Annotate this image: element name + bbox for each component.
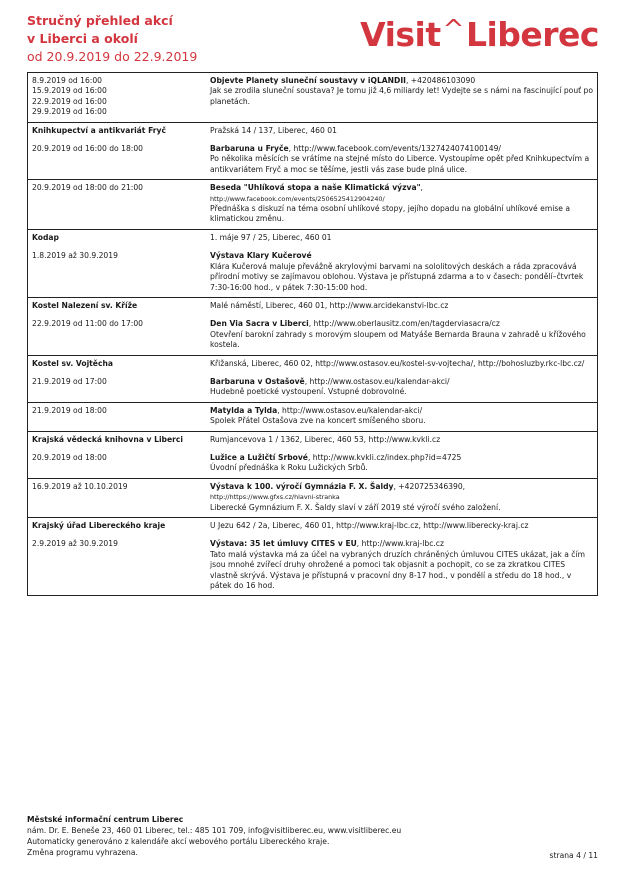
venue-name: Kodap <box>32 232 59 242</box>
event-description: Přednáška s diskuzí na téma osobní uhlíkové stopy, jejího dopadu na globální uhlíkové emise a klimatickou změnu. <box>210 204 571 224</box>
event-url: http://www.facebook.com/events/2506525412904240/ <box>210 194 385 203</box>
table-row <box>28 297 598 355</box>
event-dates-col <box>32 183 210 225</box>
venue-block <box>32 233 593 243</box>
event-info-col <box>210 453 593 474</box>
header-title-line1: Stručný přehled akcí <box>27 13 173 28</box>
venue-name: Kostel sv. Vojtěcha <box>32 358 113 368</box>
event-dates-col <box>32 144 210 175</box>
venue-address: Křižanská, Liberec, 460 02, http://www.ostasov.eu/kostel-sv-vojtecha/, http://bohosluzby.rkc-lbc.cz/ <box>210 358 585 368</box>
table-cell <box>28 122 598 180</box>
event-date: 1.8.2019 až 30.9.2019 <box>32 251 118 261</box>
event-date: 22.9.2019 od 11:00 do 17:00 <box>32 319 144 329</box>
table-row <box>28 518 598 596</box>
event-description: Úvodní přednáška k Roku Lužických Srbů. <box>210 463 368 473</box>
event-dates-col <box>32 251 210 293</box>
event-dates-col <box>32 539 210 591</box>
event-info-col <box>210 319 593 350</box>
event-title: Beseda "Uhlíková stopa a naše Klimatická výzva" <box>210 183 421 193</box>
event-title: Výstava Klary Kučerové <box>210 251 312 261</box>
header-title-line2: v Liberci a okolí <box>27 31 138 46</box>
footer-note-changes: Změna programu vyhrazena. <box>27 848 138 857</box>
venue-block <box>32 521 593 531</box>
table-cell <box>28 518 598 596</box>
venue-address: U Jezu 642 / 2a, Liberec, 460 01, http://www.kraj-lbc.cz, http://www.liberecky-kraj.cz <box>210 521 529 530</box>
event-title-line <box>210 377 593 387</box>
venue-name-col <box>32 126 210 136</box>
event-block <box>32 377 593 398</box>
event-info-col <box>210 539 593 591</box>
event-date: 21.9.2019 od 18:00 <box>32 405 107 415</box>
venue-address-col <box>210 359 593 369</box>
event-info-col <box>210 482 593 513</box>
event-title: Výstava: 35 let úmluvy CITES v EU <box>210 539 357 549</box>
table-row <box>28 431 598 478</box>
logo-caret-icon: ^ <box>442 15 464 45</box>
table-row <box>28 73 598 123</box>
footer-note-generated: Automaticky generováno z kalendáře akcí webového portálu Libereckého kraje. <box>27 837 330 846</box>
event-title-rest: , http://www.ostasov.eu/kalendar-akci/ <box>277 405 423 415</box>
event-description: Po několika měsících se vrátíme na stejné místo do Liberce. Vystoupíme opět před Knihkupectvím a antikvariátem Fryč a moc se těšíme, jestli vás zase bude plná ulice. <box>210 154 590 174</box>
event-block <box>32 183 593 225</box>
event-title-line <box>210 76 593 86</box>
header-date-range: od 20.9.2019 do 22.9.2019 <box>27 49 198 64</box>
table-cell <box>28 229 598 297</box>
table-row <box>28 180 598 230</box>
event-block <box>32 406 593 427</box>
venue-address-col <box>210 435 593 445</box>
table-row <box>28 478 598 517</box>
page-footer <box>27 814 401 858</box>
event-info-col <box>210 144 593 175</box>
event-date: 2.9.2019 až 30.9.2019 <box>32 539 118 549</box>
event-title: Barbaruna u Fryče <box>210 144 289 154</box>
event-title-rest: , http://www.facebook.com/events/1327424074100149/ <box>288 144 501 154</box>
event-description: Liberecké Gymnázium F. X. Šaldy slaví v září 2019 sté výročí svého založení. <box>210 502 501 512</box>
event-title: Den Via Sacra v Liberci <box>210 319 309 329</box>
page-number: strana 4 / 11 <box>549 851 598 860</box>
event-title: Barbaruna v Ostašově <box>210 376 305 386</box>
event-dates-col <box>32 319 210 350</box>
document-header <box>27 12 197 66</box>
event-block <box>32 76 593 118</box>
event-dates-col <box>32 482 210 513</box>
event-url: http://https://www.gfxs.cz/hlavni-stranka <box>210 493 340 502</box>
event-block <box>32 482 593 513</box>
venue-address-col <box>210 521 593 531</box>
table-row <box>28 122 598 180</box>
venue-name-col <box>32 359 210 369</box>
event-info-col <box>210 406 593 427</box>
footer-org: Městské informační centrum Liberec <box>27 815 184 824</box>
event-title-line <box>210 539 593 549</box>
venue-block <box>32 435 593 445</box>
event-title-line <box>210 453 593 463</box>
event-title-rest: , +420486103090 <box>405 76 476 85</box>
table-cell <box>28 180 598 230</box>
event-title-line <box>210 251 593 261</box>
event-date: 21.9.2019 od 17:00 <box>32 376 107 386</box>
event-title-rest: , http://www.kvkli.cz/index.php?id=4725 <box>307 452 462 462</box>
venue-address-col <box>210 301 593 311</box>
venue-address-col <box>210 126 593 136</box>
venue-name-col <box>32 301 210 311</box>
venue-block <box>32 301 593 311</box>
event-title-rest: , http://www.kraj-lbc.cz <box>356 539 444 549</box>
event-dates-col <box>32 406 210 427</box>
event-description: Hudebně poetické vystoupení. Vstupné dobrovolné. <box>210 387 407 397</box>
event-dates-col <box>32 377 210 398</box>
table-cell <box>28 73 598 123</box>
event-dates-col <box>32 453 210 474</box>
events-table <box>27 72 598 596</box>
event-title-rest: , <box>420 183 423 193</box>
event-block <box>32 453 593 474</box>
event-title-rest: , http://www.oberlausitz.com/en/tagderviasacra/cz <box>308 319 500 329</box>
event-date: 15.9.2019 od 16:00 <box>32 86 107 96</box>
event-title-line <box>210 319 593 329</box>
event-date: 20.9.2019 od 18:00 <box>32 452 107 462</box>
venue-name: Kostel Nalezení sv. Kříže <box>32 300 138 310</box>
table-row <box>28 402 598 431</box>
event-info-col <box>210 183 593 225</box>
table-cell <box>28 478 598 517</box>
venue-name: Krajský úřad Libereckého kraje <box>32 521 166 530</box>
venue-block <box>32 126 593 136</box>
event-block <box>32 539 593 591</box>
event-description: Tato malá výstavka má za účel na vybraných druzích chráněných úmluvou CITES ukázat, jak a čím jsou mnohé zvířecí druhy ohrožené a pomoci tak objasnit a pochopit, co se za zkratkou CITES vlastně skrývá. Výstava je přístupná v pracovní dny 8-17 hod., v pondělí a středu do 18 hod., v pátek do 16 hod. <box>210 549 585 591</box>
logo-text-visit: Visit <box>360 15 441 54</box>
event-dates-col <box>32 76 210 118</box>
event-date: 20.9.2019 od 18:00 do 21:00 <box>32 183 144 193</box>
event-title-line <box>210 183 593 193</box>
event-description: Spolek Přátel Ostašova zve na koncert smíšeného sboru. <box>210 416 426 426</box>
event-description: Klára Kučerová maluje převážně akrylovými barvami na sololitových deskách a ráda zpracovává přírodní motivy se zajímavou oblohou. Výstava je přístupná zdarma a to v časech: pondělí–čtvrtek 7:30-16:00 hod., v pátek 7:30-15:00 hod. <box>210 261 584 292</box>
venue-name-col <box>32 435 210 445</box>
event-info-col <box>210 377 593 398</box>
event-description: Jak se zrodila sluneční soustava? Je tomu již 4,6 miliardy let! Vydejte se s námi na fascinující pouť po planetách. <box>210 86 593 106</box>
venue-address: Rumjancevova 1 / 1362, Liberec, 460 53, http://www.kvkli.cz <box>210 434 441 444</box>
visit-liberec-logo <box>360 10 599 55</box>
footer-address: nám. Dr. E. Beneše 23, 460 01 Liberec, tel.: 485 101 709, info@visitliberec.eu, www.visitliberec.eu <box>27 826 402 835</box>
event-description: Otevření barokní zahrady s morovým sloupem od Matyáše Bernarda Brauna v zahradě u křížového kostela. <box>210 329 586 350</box>
table-cell <box>28 297 598 355</box>
event-title-line <box>210 482 593 492</box>
table-cell <box>28 431 598 478</box>
table-cell <box>28 355 598 402</box>
event-info-col <box>210 76 593 118</box>
event-block <box>32 319 593 350</box>
event-date: 29.9.2019 od 16:00 <box>32 107 107 117</box>
venue-address: 1. máje 97 / 25, Liberec, 460 01 <box>210 232 332 242</box>
venue-address-col <box>210 233 593 243</box>
venue-block <box>32 359 593 369</box>
venue-name-col <box>32 521 210 531</box>
event-title-line <box>210 144 593 154</box>
event-title: Výstava k 100. výročí Gymnázia F. X. Šaldy <box>210 481 394 491</box>
event-block <box>32 144 593 175</box>
table-cell <box>28 402 598 431</box>
event-title-rest: , +420725346390, <box>393 481 466 491</box>
venue-name: Knihkupectví a antikvariát Fryč <box>32 125 166 135</box>
venue-name: Krajská vědecká knihovna v Liberci <box>32 434 183 444</box>
event-date: 8.9.2019 od 16:00 <box>32 76 102 85</box>
venue-address: Malé náměstí, Liberec, 460 01, http://www.arcidekanstvi-lbc.cz <box>210 300 449 310</box>
event-title: Matylda a Tylda <box>210 405 278 415</box>
venue-name-col <box>32 233 210 243</box>
venue-address: Pražská 14 / 137, Liberec, 460 01 <box>210 125 337 135</box>
event-date: 16.9.2019 až 10.10.2019 <box>32 481 128 491</box>
event-title-line <box>210 406 593 416</box>
event-date: 22.9.2019 od 16:00 <box>32 96 107 106</box>
event-title: Objevte Planety sluneční soustavy v iQLANDII <box>210 76 406 85</box>
table-row <box>28 229 598 297</box>
table-row <box>28 355 598 402</box>
event-title: Lužice a Lužičtí Srbové <box>210 452 308 462</box>
event-title-rest: , http://www.ostasov.eu/kalendar-akci/ <box>304 376 450 386</box>
event-info-col <box>210 251 593 293</box>
event-date: 20.9.2019 od 16:00 do 18:00 <box>32 144 144 154</box>
event-block <box>32 251 593 293</box>
logo-text-liberec: Liberec <box>465 15 599 54</box>
